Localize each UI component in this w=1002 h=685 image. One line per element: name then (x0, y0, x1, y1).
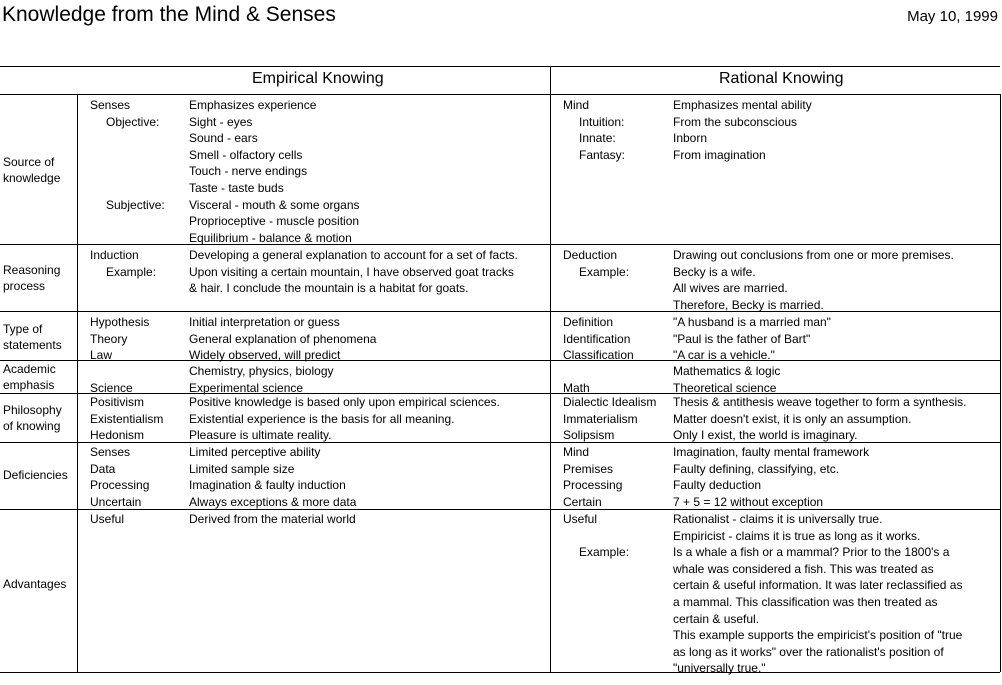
rational-description: Thesis & antithesis weave together to form a synthesis. (673, 395, 967, 409)
rational-description: "universally true." (673, 661, 766, 676)
rational-term: Certain (563, 494, 602, 509)
empirical-term: Example: (106, 264, 157, 279)
rational-description: Rationalist - claims it is universally true. (673, 512, 883, 526)
rational-description: Is a whale a fish or a mammal? Prior to the 1800's a (673, 545, 950, 560)
empirical-term: Positivism (90, 395, 145, 409)
rational-term: Intuition: (579, 114, 625, 129)
rational-description: Emphasizes mental ability (673, 98, 812, 112)
empirical-term: Induction (90, 248, 139, 262)
rational-description: From the subconscious (673, 114, 798, 129)
empirical-term: Useful (90, 512, 125, 526)
empirical-description: Taste - taste buds (189, 181, 284, 195)
rational-term: Mind (563, 445, 590, 459)
rational-term: Premises (563, 461, 614, 476)
document-date: May 10, 1999 (907, 8, 998, 25)
empirical-term: Data (90, 461, 116, 476)
rational-column-header: Rational Knowing (719, 70, 844, 87)
empirical-description: Upon visiting a certain mountain, I have observed goat tracks (189, 264, 514, 279)
rational-term: Solipsism (563, 428, 615, 443)
rational-description: This example supports the empiricist's position of "true (673, 628, 963, 643)
rational-term: Innate: (579, 131, 616, 146)
empirical-description: Sight - eyes (189, 114, 253, 129)
rational-term: Math (563, 380, 590, 395)
rational-description: "Paul is the father of Bart" (673, 331, 811, 346)
row-divider (0, 672, 1000, 673)
row-divider (0, 244, 1000, 245)
empirical-term: Science (90, 380, 133, 395)
row-divider (0, 509, 1000, 510)
row-label: Philosophy of knowing (3, 403, 62, 433)
page-title: Knowledge from the Mind & Senses (2, 3, 336, 26)
rational-description: Becky is a wife. (673, 264, 756, 279)
rational-term: Example: (579, 545, 630, 560)
row-divider (0, 311, 1000, 312)
label-column-divider (77, 94, 78, 672)
empirical-description: Chemistry, physics, biology (189, 364, 334, 378)
empirical-term: Senses (90, 445, 131, 459)
rational-description: whale was considered a fish. This was treated as (673, 561, 934, 576)
empirical-description: Proprioceptive - muscle position (189, 214, 360, 229)
rational-description: certain & useful. (673, 611, 760, 626)
empirical-description: Limited perceptive ability (189, 445, 321, 459)
empirical-description: Existential experience is the basis for all meaning. (189, 411, 455, 426)
empirical-description: Emphasizes experience (189, 98, 317, 112)
row-label: Source of knowledge (3, 155, 61, 185)
empirical-description: Always exceptions & more data (189, 494, 357, 509)
row-divider (0, 94, 1000, 95)
empirical-description: Imagination & faulty induction (189, 478, 346, 493)
empirical-term: Law (90, 348, 113, 363)
empirical-description: Sound - ears (189, 131, 258, 146)
rational-description: certain & useful information. It was later reclassified as (673, 578, 963, 593)
row-label: Advantages (3, 577, 67, 591)
empirical-description: Touch - nerve endings (189, 164, 308, 179)
rational-description: as long as it works" over the rationalist's position of (673, 644, 944, 659)
empirical-term: Existentialism (90, 411, 164, 426)
rational-description: Faulty defining, classifying, etc. (673, 461, 840, 476)
empirical-term: Theory (90, 331, 128, 346)
right-edge-divider (1000, 94, 1001, 672)
empirical-description: Visceral - mouth & some organs (189, 197, 360, 212)
empirical-description: Pleasure is ultimate reality. (189, 428, 332, 443)
empirical-term: Objective: (106, 114, 160, 129)
rational-description: Theoretical science (673, 380, 777, 395)
empirical-term: Senses (90, 98, 131, 112)
row-label: Type of statements (3, 322, 62, 352)
row-label: Deficiencies (3, 468, 68, 482)
empirical-description: Developing a general explanation to account for a set of facts. (189, 248, 518, 262)
empirical-description: Initial interpretation or guess (189, 315, 340, 329)
rational-description: "A husband is a married man" (673, 315, 831, 329)
rational-term: Example: (579, 264, 630, 279)
rational-term: Processing (563, 478, 623, 493)
row-divider (0, 66, 1000, 67)
empirical-description: Derived from the material world (189, 512, 356, 526)
rational-description: Mathematics & logic (673, 364, 781, 378)
empirical-column-header: Empirical Knowing (252, 70, 384, 87)
row-divider (0, 360, 1000, 361)
rational-term: Useful (563, 512, 598, 526)
rational-term: Immaterialism (563, 411, 638, 426)
empirical-description: Experimental science (189, 380, 304, 395)
center-column-divider (550, 66, 551, 672)
rational-description: Empiricist - claims it is true as long as it works. (673, 528, 921, 543)
empirical-description: & hair. I conclude the mountain is a habitat for goats. (189, 281, 469, 296)
empirical-term: Hedonism (90, 428, 145, 443)
empirical-term: Processing (90, 478, 150, 493)
rational-description: Faulty deduction (673, 478, 762, 493)
rational-description: Only I exist, the world is imaginary. (673, 428, 858, 443)
rational-description: All wives are married. (673, 281, 788, 296)
rational-term: Dialectic Idealism (563, 395, 657, 409)
rational-description: Imagination, faulty mental framework (673, 445, 870, 459)
empirical-description: Equilibrium - balance & motion (189, 230, 352, 245)
empirical-description: Smell - olfactory cells (189, 147, 303, 162)
empirical-description: Limited sample size (189, 461, 295, 476)
empirical-description: Widely observed, will predict (189, 348, 341, 363)
empirical-description: Positive knowledge is based only upon empirical sciences. (189, 395, 500, 409)
empirical-term: Uncertain (90, 494, 142, 509)
row-label: Academic emphasis (3, 362, 56, 392)
empirical-term: Hypothesis (90, 315, 150, 329)
empirical-term: Subjective: (106, 197, 165, 212)
rational-description: 7 + 5 = 12 without exception (673, 494, 824, 509)
rational-description: Inborn (673, 131, 708, 146)
rational-term: Deduction (563, 248, 618, 262)
rational-term: Definition (563, 315, 614, 329)
rational-description: "A car is a vehicle." (673, 348, 775, 363)
rational-description: Therefore, Becky is married. (673, 297, 824, 312)
rational-description: a mammal. This classification was then treated as (673, 595, 938, 609)
rational-term: Classification (563, 348, 634, 363)
rational-term: Mind (563, 98, 590, 112)
rational-description: From imagination (673, 147, 766, 162)
rational-term: Fantasy: (579, 147, 626, 162)
empirical-description: General explanation of phenomena (189, 331, 377, 346)
rational-description: Drawing out conclusions from one or more premises. (673, 248, 954, 262)
rational-description: Matter doesn't exist, it is only an assumption. (673, 411, 912, 426)
row-label: Reasoning process (3, 263, 61, 293)
rational-term: Identification (563, 331, 631, 346)
